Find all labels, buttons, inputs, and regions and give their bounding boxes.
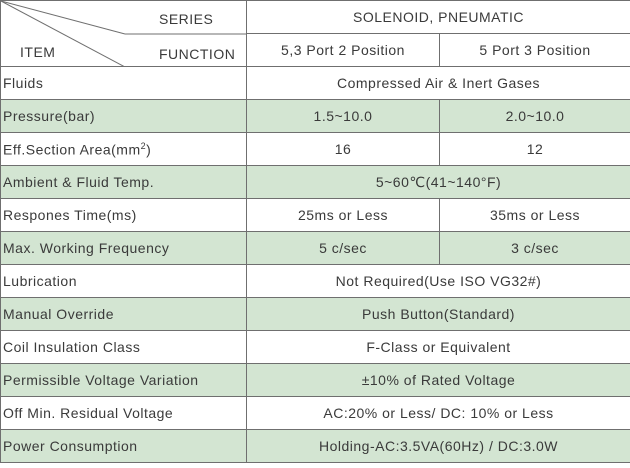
row-label: Fluids xyxy=(1,67,247,100)
header-row-series xyxy=(1,1,630,34)
row-label: Off Min. Residual Voltage xyxy=(1,397,247,430)
table-row xyxy=(1,430,630,463)
table-row xyxy=(1,133,630,166)
table-row xyxy=(1,166,630,199)
row-value: ±10% of Rated Voltage xyxy=(247,364,630,397)
row-label: Max. Working Frequency xyxy=(1,232,247,265)
table-row xyxy=(1,397,630,430)
row-value: Push Button(Standard) xyxy=(247,298,630,331)
item-label: ITEM xyxy=(20,44,56,60)
row-value: F-Class or Equivalent xyxy=(247,331,630,364)
col-header-a: 5,3 Port 2 Position xyxy=(247,34,440,67)
table-row xyxy=(1,265,630,298)
row-value: Holding-AC:3.5VA(60Hz) / DC:3.0W xyxy=(247,430,630,463)
row-value-b: 2.0~10.0 xyxy=(440,100,630,133)
row-label-text: Eff.Section Area(mm xyxy=(3,141,141,158)
row-value-b: 35ms or Less xyxy=(440,199,630,232)
header-corner-cell xyxy=(1,1,247,67)
row-value: AC:20% or Less/ DC: 10% or Less xyxy=(247,397,630,430)
row-label: Permissible Voltage Variation xyxy=(1,364,247,397)
row-label: Coil Insulation Class xyxy=(1,331,247,364)
table-row xyxy=(1,199,630,232)
table-row xyxy=(1,331,630,364)
row-label: Respones Time(ms) xyxy=(1,199,247,232)
row-label: Pressure(bar) xyxy=(1,100,247,133)
series-value: SOLENOID, PNEUMATIC xyxy=(247,1,630,34)
row-value-b: 12 xyxy=(440,133,630,166)
row-value-b: 3 c/sec xyxy=(440,232,630,265)
row-value: 5~60℃(41~140°F) xyxy=(247,166,630,199)
row-label: Ambient & Fluid Temp. xyxy=(1,166,247,199)
row-label-end: ) xyxy=(146,141,152,158)
row-label: Power Consumption xyxy=(1,430,247,463)
row-value: Not Required(Use ISO VG32#) xyxy=(247,265,630,298)
row-value-a: 1.5~10.0 xyxy=(247,100,440,133)
series-label: SERIES xyxy=(159,11,214,27)
row-label: Lubrication xyxy=(1,265,247,298)
function-label: FUNCTION xyxy=(159,46,236,62)
table-row xyxy=(1,298,630,331)
table-row xyxy=(1,232,630,265)
row-label: Manual Override xyxy=(1,298,247,331)
table-row xyxy=(1,364,630,397)
row-value-a: 5 c/sec xyxy=(247,232,440,265)
table-row xyxy=(1,100,630,133)
row-label xyxy=(1,133,247,166)
row-value-a: 25ms or Less xyxy=(247,199,440,232)
table-row xyxy=(1,67,630,100)
row-value-a: 16 xyxy=(247,133,440,166)
row-value: Compressed Air & Inert Gases xyxy=(247,67,630,100)
row-label-superscript: 2 xyxy=(140,140,147,151)
col-header-b: 5 Port 3 Position xyxy=(440,34,630,67)
